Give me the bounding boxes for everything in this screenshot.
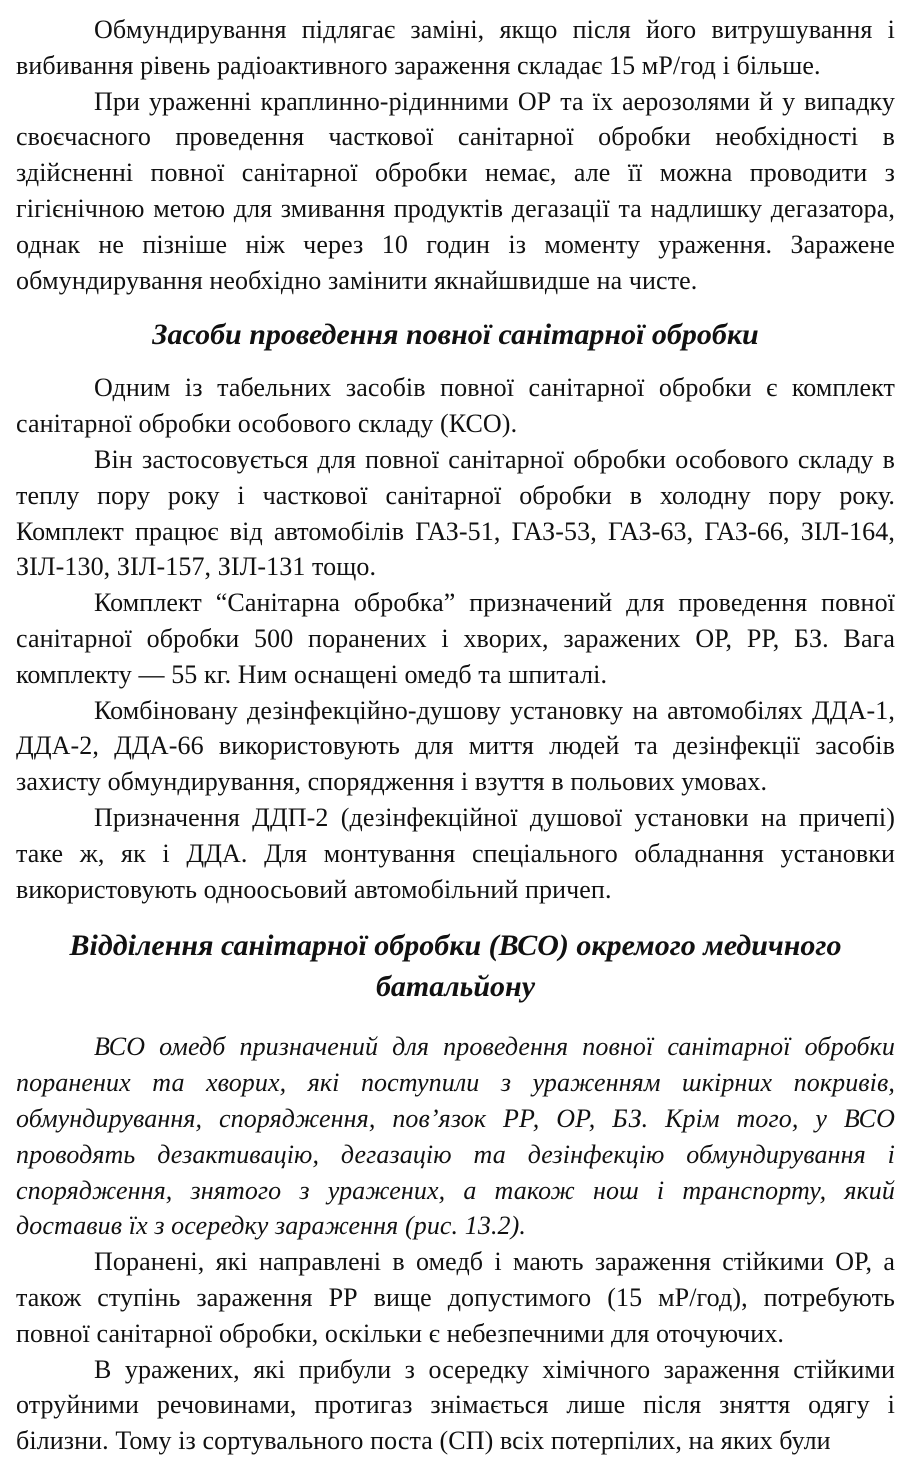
paragraph-kso-kit: Одним із табельних засобів повної санітарної обробки є комплект санітарної обробки особового складу (КСО).: [16, 373, 895, 439]
section-heading-vso-department: Відділення санітарної обробки (ВСО) окремого медичного батальйону: [69, 929, 842, 1004]
paragraph-droplet-liquid-agents: При ураженні краплинно-рідинними ОР та їх аерозолями й у випадку своєчасного проведення часткової санітарної обробки необхідності в здійсненні повної санітарної обробки немає, але її можна проводити з гігієнічною метою для змивання продуктів дегазації та надлишку дегазатора, однак не пізніше ніж через 10 годин із моменту ураження. Заражене обмундирування необхідно замінити якнайшвидше на чисте.: [16, 86, 895, 295]
paragraph-wounded-contamination: Поранені, які направлені в омедб і мають зараження стійкими ОР, а також ступінь зараження РР вище допустимого (15 мР/год), потребують повної санітарної обробки, оскільки є небезпечними для оточуючих.: [16, 1247, 895, 1348]
paragraph-dda-unit: Комбіновану дезінфекційно-душову установку на автомобілях ДДА-1, ДДА-2, ДДА-66 використовують для миття людей та дезінфекції засобів захисту обмундирування, спорядження і взуття в польових умовах.: [16, 695, 895, 797]
paragraph-gas-mask-removal: В уражених, які прибули з осередку хімічного зараження стійкими отруйними речовинами, протигаз знімається лише після зняття одягу і білизни. Тому із сортувального поста (СП) всіх потерпілих, на яких були: [16, 1354, 895, 1456]
paragraph-uniform-replacement: Обмундирування підлягає заміні, якщо після його витрушування і вибивання рівень радіоактивного зараження складає 15 мР/год і більше.: [16, 15, 895, 80]
paragraph-sanitary-kit: Комплект “Санітарна обробка” призначений для проведення повної санітарної обробки 500 поранених і хворих, заражених ОР, РР, БЗ. Вага комплекту — 55 кг. Ним оснащені омедб та шпиталі.: [16, 588, 895, 689]
paragraph-vso-purpose: ВСО омедб призначений для проведення повної санітарної обробки поранених та хворих, які поступили з ураженням шкірних покривів, обмундирування, спорядження, пов’язок РР, ОР, БЗ. Крім того, у ВСО проводять дезактивацію, дегазацію та дезінфекцію обмундирування і спорядження, знятого з уражених, а також нош і транспорту, який доставив їх з осередку зараження (рис. 13.2).: [16, 1032, 895, 1241]
paragraph-ddp-trailer: Призначення ДДП-2 (дезінфекційної душової установки на причепі) таке ж, як і ДДА. Для монтування спеціального обладнання установки використовують одноосьовий автомобільний причеп.: [16, 802, 895, 904]
paragraph-kso-usage: Він застосовується для повної санітарної обробки особового складу в теплу пору року і часткової санітарної обробки в холодну пору року. Комплект працює від автомобілів ГАЗ-51, ГАЗ-53, ГАЗ-63, ГАЗ-66, ЗІЛ-164, ЗІЛ-130, ЗІЛ-157, ЗІЛ-131 тощо.: [16, 444, 895, 582]
section-heading-sanitization-means: Засоби проведення повної санітарної обробки: [152, 318, 759, 352]
